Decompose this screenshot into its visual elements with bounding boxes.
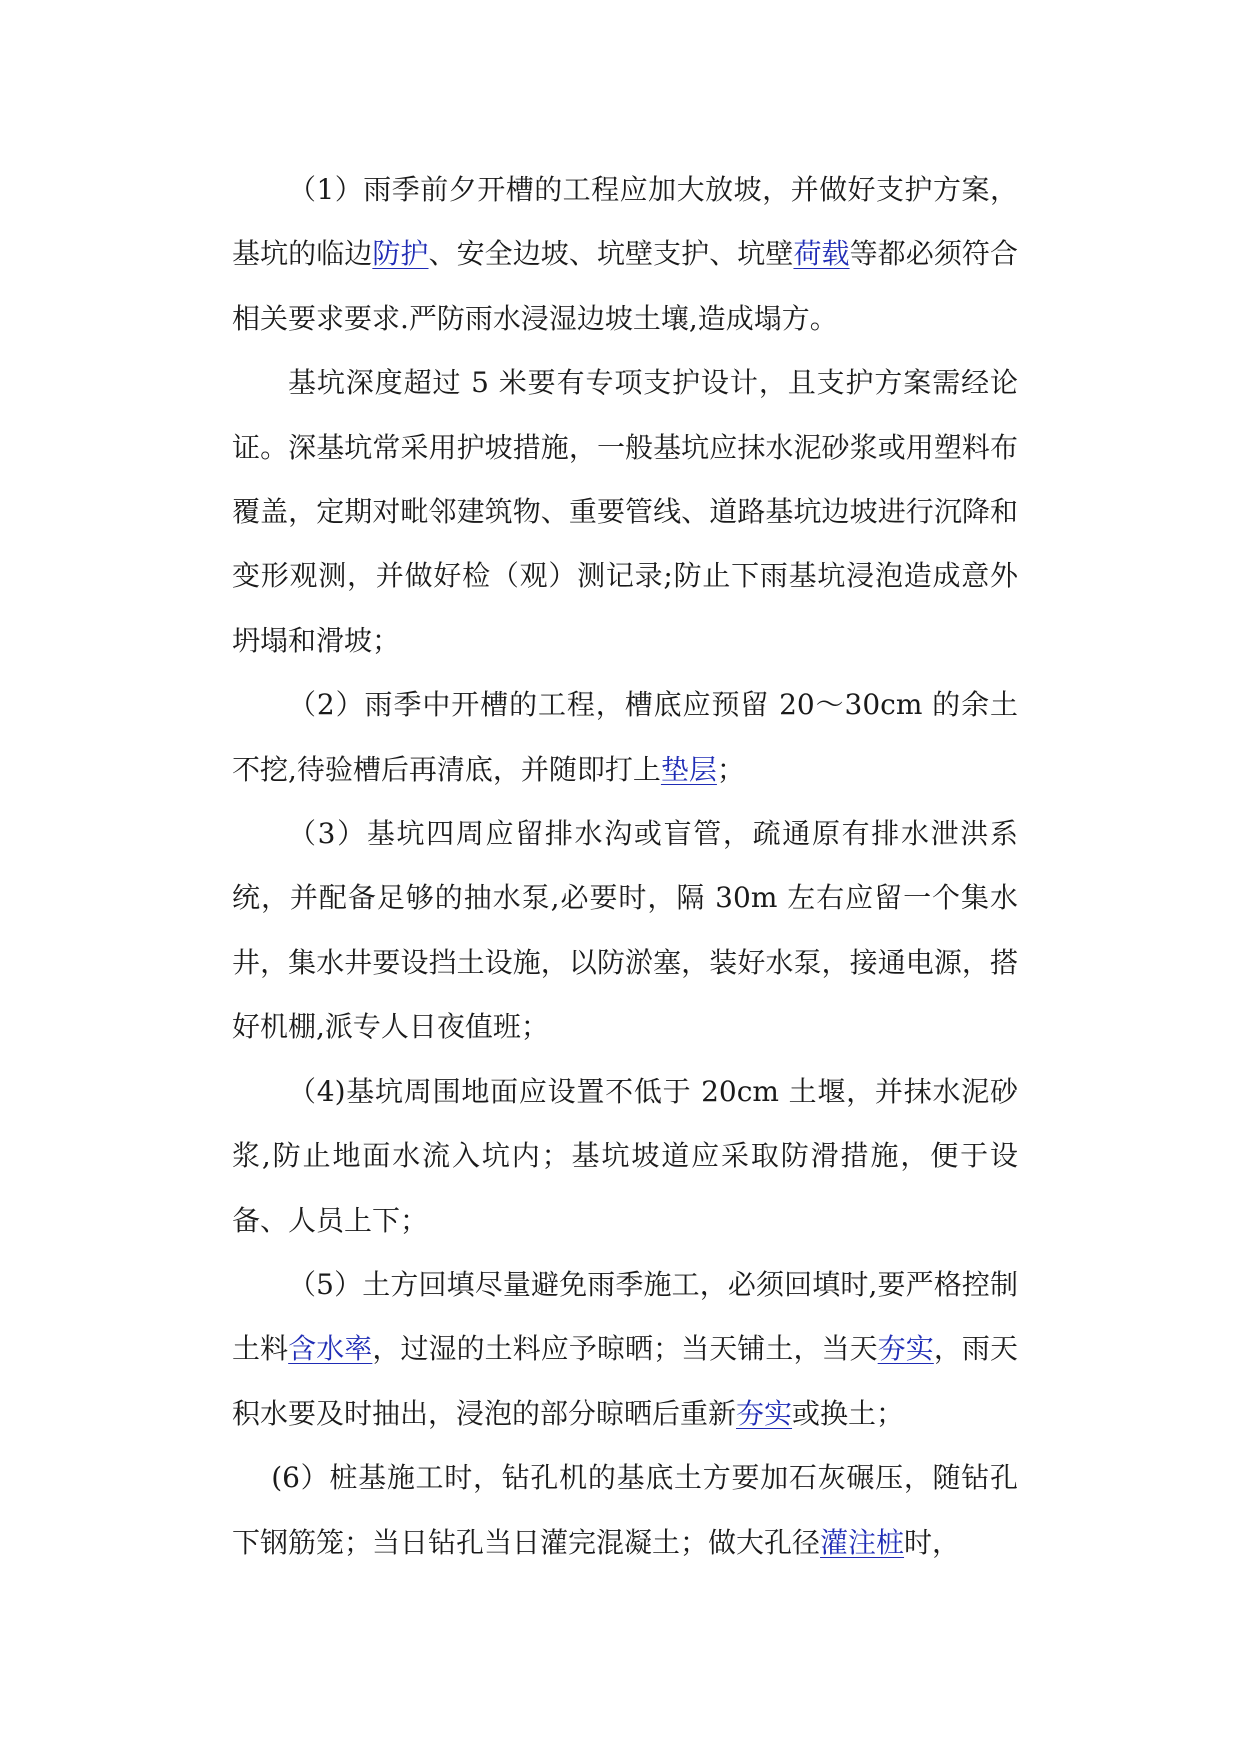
paragraph-1 (232, 158, 1018, 351)
link-hezai[interactable]: 荷载 (793, 237, 850, 271)
text-run: 等都必须符合相关要求要求.严防雨水浸湿边坡土壤,造成塌方。 (232, 237, 1018, 335)
text-run: （5）土方回填尽量避免雨季施工，必须回填时,要严格控制土料 (232, 1267, 1018, 1366)
paragraph-5 (232, 1060, 1018, 1253)
link-dianceng[interactable]: 垫层 (660, 752, 717, 786)
text-run: （1）雨季前夕开槽的工程应加大放坡，并做好支护方案，基坑的临边 (232, 173, 1018, 271)
document-page (232, 158, 1018, 1575)
link-hangshi-2[interactable]: 夯实 (736, 1396, 793, 1430)
paragraph-6 (232, 1253, 1018, 1446)
text-run: 基坑深度超过 5 米要有专项支护设计，且支护方案需经论证。深基坑常采用护坡措施，一般基坑应抹水泥砂浆或用塑料布覆盖，定期对毗邻建筑物、重要管线、道路基坑边坡进行沉降和变形观测，并做好检（观）测记录;防止下雨基坑浸泡造成意外坍塌和滑坡； (232, 366, 1018, 657)
text-run: 时， (904, 1525, 961, 1559)
text-run: ，过湿的土料应予晾晒；当天铺土，当天 (372, 1332, 878, 1366)
text-run: （2）雨季中开槽的工程，槽底应预留 20～30cm 的余土不挖,待验槽后再清底，并随即打上 (232, 688, 1018, 786)
text-run: （4)基坑周围地面应设置不低于 20cm 土堰，并抹水泥砂浆,防止地面水流入坑内；基坑坡道应采取防滑措施，便于设备、人员上下； (232, 1074, 1018, 1237)
link-hanshuilv[interactable]: 含水率 (288, 1332, 373, 1366)
paragraph-2 (232, 351, 1018, 673)
link-fanghu[interactable]: 防护 (372, 237, 429, 271)
paragraph-7 (232, 1446, 1018, 1575)
text-run: ； (716, 752, 745, 786)
text-run: （3）基坑四周应留排水沟或盲管，疏通原有排水泄洪系统，并配备足够的抽水泵,必要时，隔 30m 左右应留一个集水井，集水井要设挡土设施，以防淤塞，装好水泵，接通电源，搭好机棚,派专人日夜值班； (232, 817, 1018, 1044)
text-run: ，雨天积水要及时抽出，浸泡的部分晾晒后重新 (232, 1332, 1018, 1430)
paragraph-4 (232, 802, 1018, 1060)
text-run: 或换土； (792, 1396, 905, 1430)
link-guanzhuzhuang[interactable]: 灌注桩 (820, 1525, 905, 1559)
text-run: 、安全边坡、坑壁支护、坑壁 (428, 237, 794, 271)
text-run: (6）桩基施工时，钻孔机的基底土方要加石灰碾压，随钻孔下钢筋笼；当日钻孔当日灌完混凝土；做大孔径 (232, 1461, 1018, 1559)
paragraph-3 (232, 673, 1018, 802)
link-hangshi-1[interactable]: 夯实 (877, 1332, 934, 1366)
